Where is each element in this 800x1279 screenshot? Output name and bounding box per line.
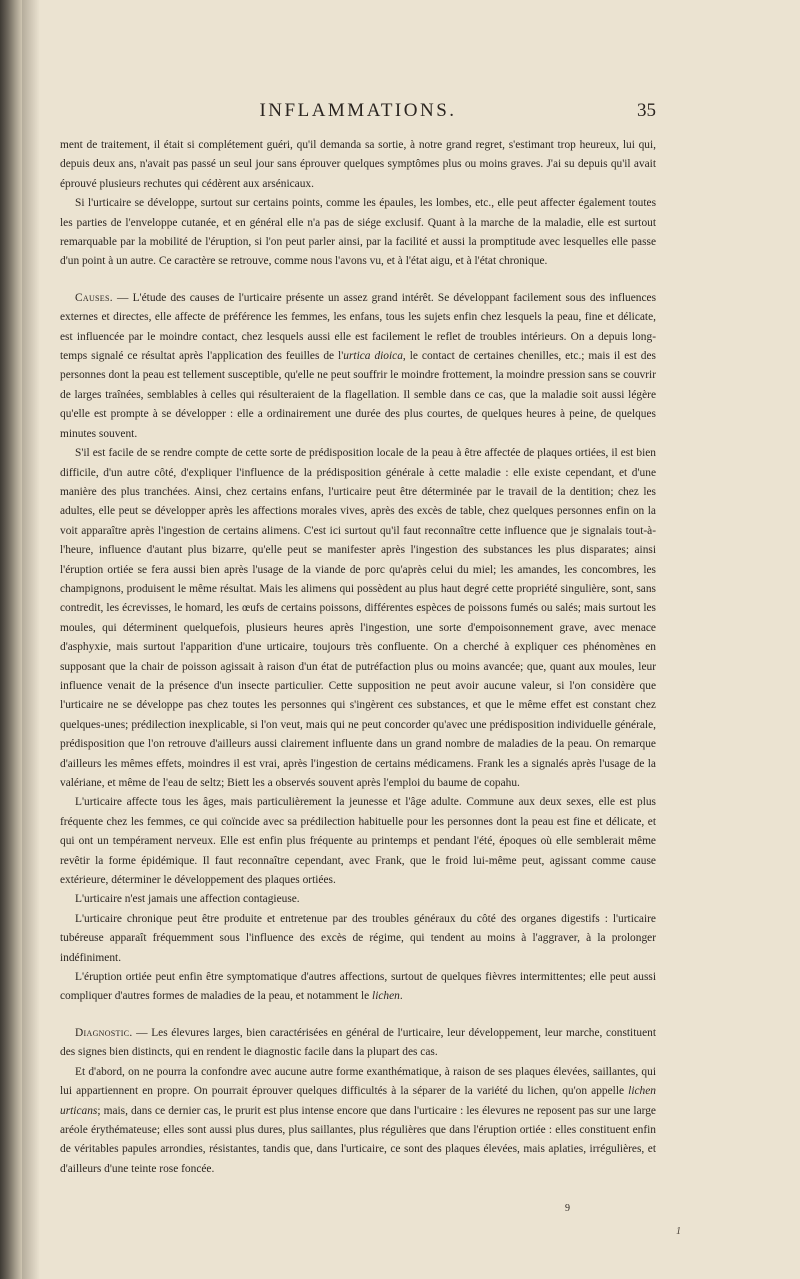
lichen-text-b: ; mais, dans ce dernier cas, le prurit est plus intense encore que dans l'urticaire : les élevures ne reposent pas sur une large aréole érythémateuse; elles sont aussi plus dures, plus saillantes, plus régulières que dans l'éruption ortiée : elles constituent enfin de véritables papules arrondies, résistantes, tandis que, dans l'urticaire, ce sont des plaques élevées, mais aplaties, irrégulières, et d'ailleurs d'une teinte rose foncée. <box>60 1104 656 1175</box>
book-binding <box>0 0 22 1279</box>
running-title: INFLAMMATIONS. <box>259 100 457 121</box>
page-number: 35 <box>637 100 656 121</box>
causes-text-b: , le contact de certaines chenilles, etc.; mais il est des personnes dont la peau est tellement susceptible, qu'elle ne peut souffrir le moindre frottement, la moindre pression sans se couvrir de larges traînées, semblables à celles qui résulteraient de la flagellation. Il semble dans ce cas, que la maladie soit aussi légère qu'elle est prompte à se développer : elle a ordinairement une durée des plus courtes, de quelques heures à peine, de quelques minutes souvent. <box>60 350 656 440</box>
printer-signature: 9 <box>565 1203 570 1214</box>
section-gap <box>60 1007 656 1024</box>
paragraph-causes <box>60 289 656 444</box>
paragraph-diagnostic <box>60 1024 656 1063</box>
diagnostic-text: — Les élevures larges, bien caractérisées en général de l'urticaire, leur développement, leur marche, constituent des signes bien distincts, qui en rendent le diagnostic facile dans la plupart des cas. <box>60 1026 656 1059</box>
paragraph-predisposition: S'il est facile de se rendre compte de cette sorte de prédisposition locale de la peau à être affectée de plaques ortiées, il est bien difficile, d'un autre côté, d'expliquer l'influence de la prédisposition générale à cette maladie : elle existe cependant, et d'une manière des plus tranchées. Ainsi, chez certains enfans, l'urticaire peut être déterminée par le travail de la dentition; chez les adultes, elle peut se développer après les affections morales vives, après des excès de table, chez quelques personnes enfin on la voit apparaître après l'ingestion de certains alimens. C'est ici surtout qu'il faut reconnaître cette influence que je signalais tout-à-l'heure, influence d'autant plus bizarre, qu'elle peut se manifester après l'ingestion des substances les plus disparates; ainsi l'éruption ortiée se fera aussi bien après l'usage de la viande de porc qu'après celui du miel; les amandes, les concombres, les champignons, produisent le même résultat. Mais les alimens qui possèdent au plus haut degré cette propriété singulière, sont, sans contredit, les écrevisses, le homard, les œufs de certains poissons, différentes espèces de poissons fumés ou salés; mais surtout les moules, qui déterminent quelquefois, plusieurs heures après l'ingestion, une sorte d'empoisonnement grave, avec menace d'asphyxie, mais surtout l'apparition d'une urticaire, toujours très confluente. On a cherché à expliquer ces phénomènes en supposant que la chair de poisson agissait à raison d'un état de putréfaction plus ou moins avancée; que, quant aux moules, leur influence venait de la présence d'un insecte particulier. Cette supposition ne peut avoir aucune valeur, si l'on considère que l'urticaire ne se développe pas chez toutes les personnes qui s'ingèrent ces substances, et que le même effet est constant chez quelques-unes; prédilection inexplicable, si l'on veut, mais qui ne peut concorder qu'avec une prédisposition individuelle générale, prédisposition que l'on retrouve d'ailleurs aussi clairement influente dans un grand nombre de maladies de la peau. On remarque d'ailleurs les mêmes effets, moindres il est vrai, après l'ingestion de certains médicamens. Frank les a signalés après l'usage de la valériane, et même de l'eau de seltz; Biett les a observés souvent après l'emploi du baume de copahu. <box>60 447 656 789</box>
paragraph-ages-sexes: L'urticaire affecte tous les âges, mais particulièrement la jeunesse et l'âge adulte. Commune aux deux sexes, elle est plus fréquente chez les femmes, ce qui coïncide avec sa prédilection habituelle pour les personnes dont la peau est fine et délicate, et qui ont un tempérament nerveux. Elle est enfin plus fréquente au printemps et pendant l'été, époques où elle semblerait même revêtir la forme épidémique. Il faut reconnaître cependant, avec Frank, que le froid lui-même peut, agissant comme cause extérieure, déterminer le développement des plaques ortiées. <box>60 796 656 887</box>
running-head <box>60 100 656 126</box>
margin-mark: 1 <box>676 1226 681 1237</box>
causes-text-a: — L'étude des causes de l'urticaire présente un assez grand intérêt. Se développant facilement sous des influences externes et directes, elle affecte de préférence les femmes, les enfans, tous les sujets enfin chez lesquels la peau, fine et délicate, est influencée par le moindre contact, chez lesquels aussi elle est facilement le reflet de troubles intérieurs. On a depuis long-temps signalé ce résultat après l'application des feuilles de l' <box>60 291 656 363</box>
paragraph-lichen <box>60 1063 656 1179</box>
section-heading-causes: Causes. <box>75 291 113 304</box>
paragraph-continuation: ment de traitement, il était si complétement guéri, qu'il demanda sa sortie, à notre grand regret, s'estimant trop heureux, lui qui, depuis deux ans, n'avait pas passé un seul jour sans éprouver quelques symptômes plus ou moins graves. J'ai su depuis qu'il avait éprouvé plusieurs rechutes qui cédèrent aux arsénicaux. <box>60 139 656 190</box>
paragraph-symptomatique <box>60 968 656 1007</box>
symptomatique-text-a: L'éruption ortiée peut enfin être symptomatique d'autres affections, surtout de quelques fièvres intermittentes; elle peut aussi compliquer d'autres formes de maladies de la peau, et notamment le <box>60 971 656 1003</box>
lichen-italic-term: lichen urticans <box>60 1085 656 1117</box>
paragraph-siege-marche: Si l'urticaire se développe, surtout sur certains points, comme les épaules, les lombes, etc., elle peut affecter également toutes les parties de l'enveloppe cutanée, et en général elle n'a pas de siége exclusif. Quant à la marche de la maladie, elle est surtout remarquable par la mobilité de l'éruption, si l'on peut parler ainsi, par la facilité et aussi la promptitude avec lesquelles elle passe d'un point à un autre. Ce caractère se retrouve, comme nous l'avons vu, et à l'état aigu, et à l'état chronique. <box>60 197 656 268</box>
paragraph-contagion: L'urticaire n'est jamais une affection contagieuse. <box>75 893 300 906</box>
paragraph-chronique: L'urticaire chronique peut être produite et entretenue par des troubles généraux du côté des organes digestifs : l'urticaire tubéreuse apparaît fréquemment sous l'influence des excès de régime, qui tendent au moins à l'aggraver, à la prolonger indéfiniment. <box>60 912 656 964</box>
lichen-text-a: Et d'abord, on ne pourra la confondre avec aucune autre forme exanthématique, à raison de ses plaques élevées, saillantes, qui lui appartiennent en propre. On pourrait éprouver quelques difficultés à la séparer de la variété du lichen, qu'on appelle <box>60 1065 656 1098</box>
gutter-shadow <box>22 0 40 1279</box>
symptomatique-text-b: . <box>399 990 403 1003</box>
causes-italic-term: urtica dioica <box>343 350 403 363</box>
section-heading-diagnostic: Diagnostic. <box>75 1026 133 1039</box>
section-gap <box>60 272 656 289</box>
document-page <box>60 100 656 1179</box>
symptomatique-italic-term: lichen <box>372 990 400 1003</box>
